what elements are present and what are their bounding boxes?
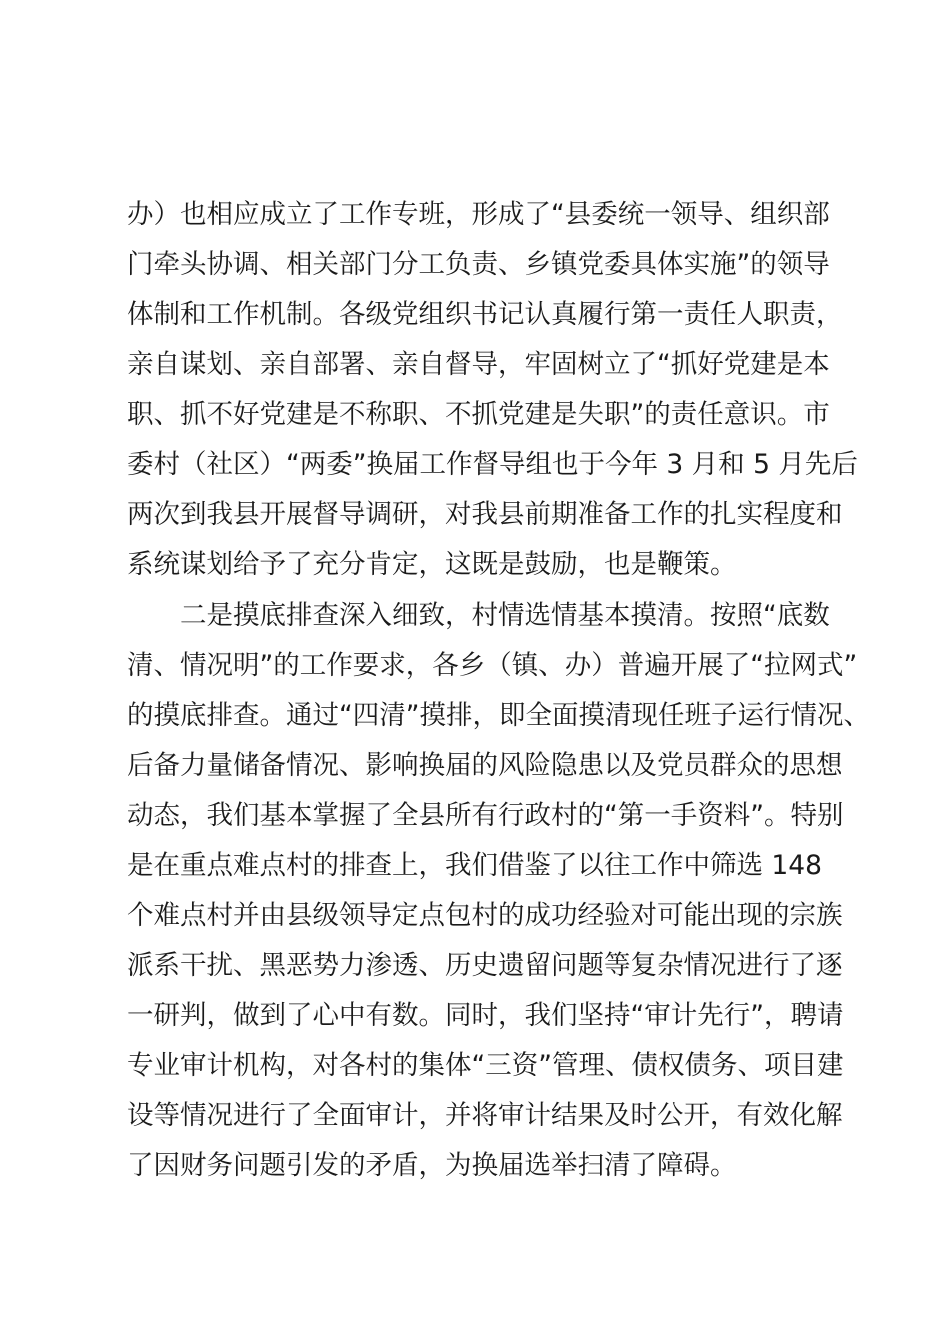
text-line: 专业审计机构，对各村的集体“三资”管理、债权债务、项目建	[127, 1050, 844, 1081]
body-text	[127, 190, 870, 1191]
text-line: 后备力量储备情况、影响换届的风险隐患以及党员群众的思想	[127, 750, 843, 781]
text-line: 了因财务问题引发的矛盾，为换届选举扫清了障碍。	[127, 1150, 737, 1181]
text-line: 两次到我县开展督导调研，对我县前期准备工作的扎实程度和	[127, 499, 843, 530]
text-line: 动态，我们基本掌握了全县所有行政村的“第一手资料”。特别	[127, 800, 844, 831]
text-line: 亲自谋划、亲自部署、亲自督导，牢固树立了“抓好党建是本	[127, 349, 830, 380]
text-line: 的摸底排查。通过“四清”摸排，即全面摸清现任班子运行情况、	[127, 700, 870, 731]
text-line: 个难点村并由县级领导定点包村的成功经验对可能出现的宗族	[127, 900, 843, 931]
paragraph-first-line: 二是摸底排查深入细致，村情选情基本摸清。按照“底数	[180, 600, 830, 631]
text-line: 派系干扰、黑恶势力渗透、历史遗留问题等复杂情况进行了逐	[127, 950, 843, 981]
text-line: 一研判，做到了心中有数。同时，我们坚持“审计先行”，聘请	[127, 1000, 844, 1031]
text-line: 设等情况进行了全面审计，并将审计结果及时公开，有效化解	[127, 1100, 843, 1131]
text-line: 职、抓不好党建是不称职、不抓党建是失职”的责任意识。市	[127, 399, 830, 430]
text-line: 是在重点难点村的排查上，我们借鉴了以往工作中筛选 148	[127, 850, 823, 881]
text-line: 门牵头协调、相关部门分工负责、乡镇党委具体实施”的领导	[127, 249, 830, 280]
text-line: 清、情况明”的工作要求，各乡（镇、办）普遍开展了“拉网式”	[127, 650, 858, 681]
text-line: 体制和工作机制。各级党组织书记认真履行第一责任人职责，	[127, 299, 843, 330]
text-line: 系统谋划给予了充分肯定，这既是鼓励，也是鞭策。	[127, 549, 737, 580]
text-line: 委村（社区）“两委”换届工作督导组也于今年 3 月和 5 月先后	[127, 449, 858, 480]
text-line: 办）也相应成立了工作专班，形成了“县委统一领导、组织部	[127, 199, 830, 230]
